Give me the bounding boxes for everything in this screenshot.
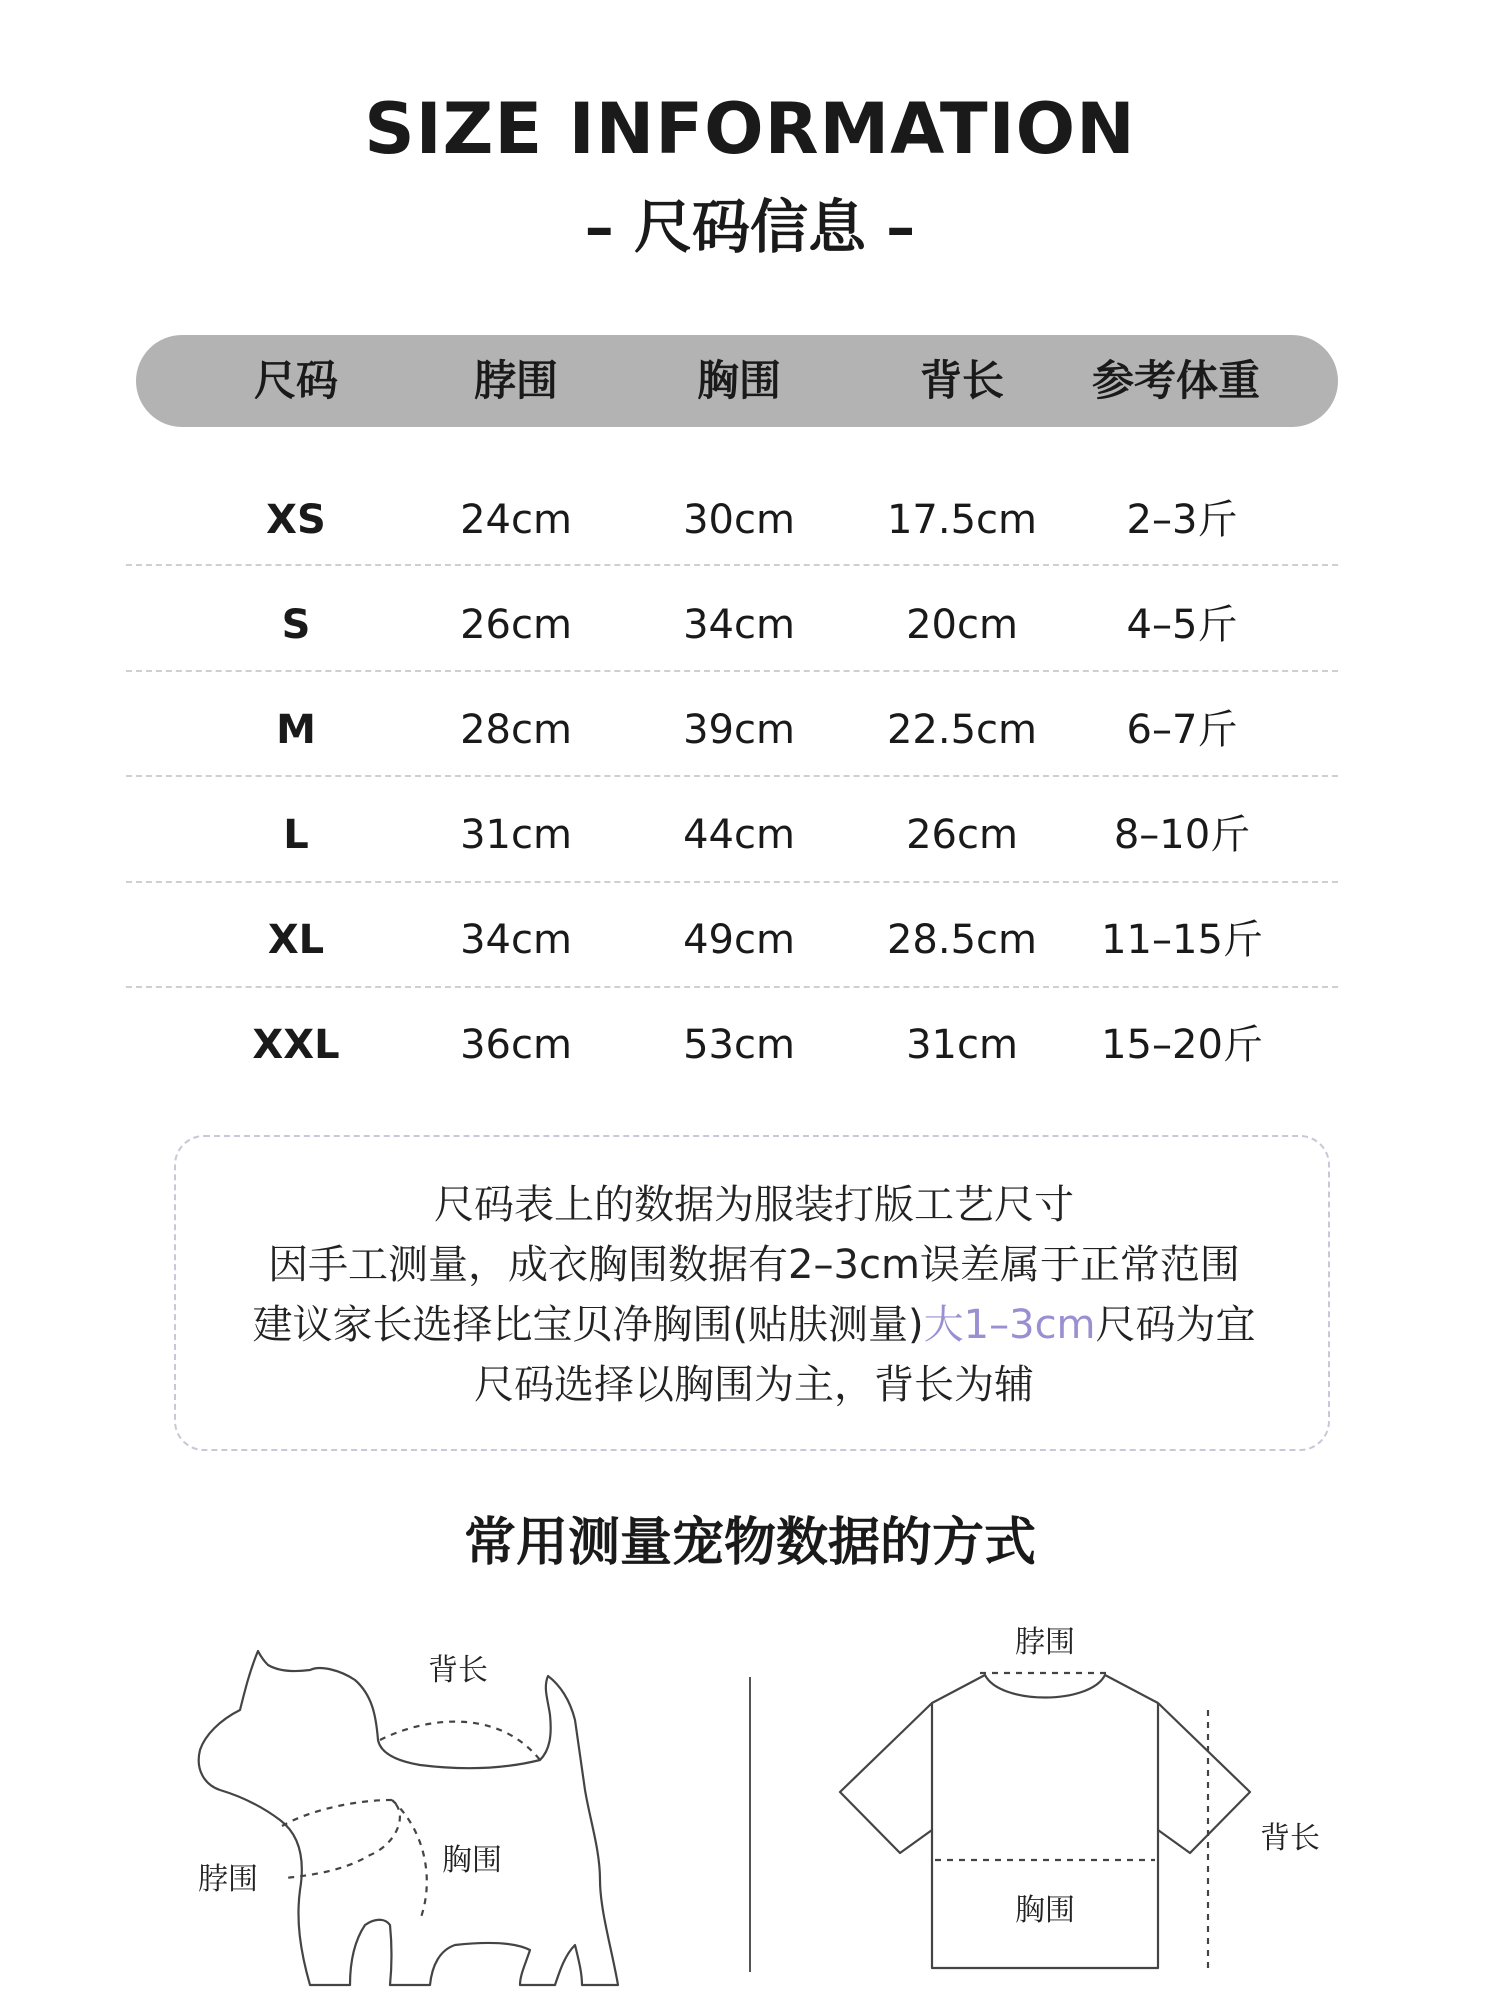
table-row bbox=[126, 783, 1338, 888]
row-divider bbox=[126, 564, 1338, 566]
size-note-box bbox=[174, 1135, 1330, 1451]
note-line-3-text: 建议家长选择比宝贝净胸围(贴肤测量) bbox=[252, 1302, 924, 1348]
chest-cell: 34cm bbox=[683, 602, 795, 648]
row-divider bbox=[126, 670, 1338, 672]
back-cell: 22.5cm bbox=[886, 707, 1038, 753]
neck-cell: 26cm bbox=[460, 602, 572, 648]
note-highlight: 大1–3cm bbox=[923, 1302, 1096, 1348]
weight-cell: 2–3斤 bbox=[1126, 497, 1238, 543]
row-divider bbox=[126, 775, 1338, 777]
size-cell: L bbox=[283, 812, 309, 858]
back-cell: 20cm bbox=[906, 602, 1018, 648]
note-line-4: 尺码选择以胸围为主，背长为辅 bbox=[474, 1362, 1034, 1408]
chest-cell: 53cm bbox=[683, 1022, 795, 1068]
neck-cell: 28cm bbox=[460, 707, 572, 753]
table-row bbox=[126, 678, 1338, 783]
chest-cell: 39cm bbox=[683, 707, 795, 753]
column-header-size: 尺码 bbox=[253, 356, 338, 405]
weight-cell: 4–5斤 bbox=[1126, 602, 1238, 648]
neck-cell: 36cm bbox=[460, 1022, 572, 1068]
neck-cell: 34cm bbox=[460, 917, 572, 963]
size-cell: S bbox=[281, 602, 311, 648]
table-row bbox=[126, 993, 1338, 1098]
back-cell: 26cm bbox=[906, 812, 1018, 858]
note-line-3-suffix: 尺码为宜 bbox=[1095, 1302, 1256, 1348]
chest-cell: 44cm bbox=[683, 812, 795, 858]
weight-cell: 8–10斤 bbox=[1113, 812, 1251, 858]
size-cell: XL bbox=[267, 917, 325, 963]
table-row bbox=[126, 573, 1338, 678]
page-title-en: SIZE INFORMATION bbox=[364, 88, 1136, 170]
shirt-back-label: 背长 bbox=[1260, 1821, 1320, 1856]
note-line-2: 因手工测量，成衣胸围数据有2–3cm误差属于正常范围 bbox=[268, 1242, 1240, 1288]
shirt-neck-label: 脖围 bbox=[1015, 1625, 1075, 1660]
table-row bbox=[126, 888, 1338, 993]
weight-cell: 6–7斤 bbox=[1126, 707, 1238, 753]
table-row bbox=[126, 468, 1338, 573]
row-divider bbox=[126, 881, 1338, 883]
page-title-cn: – 尺码信息 – bbox=[584, 193, 916, 261]
chest-cell: 30cm bbox=[683, 497, 795, 543]
size-cell: XXL bbox=[252, 1022, 340, 1068]
row-divider bbox=[126, 986, 1338, 988]
neck-cell: 24cm bbox=[460, 497, 572, 543]
note-line-3 bbox=[176, 1293, 1332, 1350]
weight-cell: 15–20斤 bbox=[1101, 1022, 1263, 1068]
note-line-1: 尺码表上的数据为服装打版工艺尺寸 bbox=[434, 1182, 1074, 1228]
back-cell: 17.5cm bbox=[886, 497, 1038, 543]
dog-chest-label: 胸围 bbox=[442, 1843, 502, 1878]
dog-back-label: 背长 bbox=[428, 1653, 488, 1688]
neck-cell: 31cm bbox=[460, 812, 572, 858]
measure-title: 常用测量宠物数据的方式 bbox=[463, 1513, 1036, 1573]
size-cell: M bbox=[276, 707, 316, 753]
chest-cell: 49cm bbox=[683, 917, 795, 963]
back-cell: 28.5cm bbox=[886, 917, 1038, 963]
column-header-neck: 脖围 bbox=[473, 356, 558, 405]
back-cell: 31cm bbox=[906, 1022, 1018, 1068]
column-header-chest: 胸围 bbox=[696, 356, 781, 405]
measurement-diagram bbox=[0, 1600, 1500, 2000]
column-header-back: 背长 bbox=[919, 356, 1004, 405]
column-header-weight: 参考体重 bbox=[1091, 356, 1260, 405]
shirt-chest-label: 胸围 bbox=[1015, 1893, 1075, 1928]
size-cell: XS bbox=[266, 497, 326, 543]
weight-cell: 11–15斤 bbox=[1101, 917, 1263, 963]
table-header bbox=[136, 335, 1338, 427]
dog-neck-label: 脖围 bbox=[198, 1862, 258, 1897]
dog-measure-lines bbox=[282, 1722, 540, 1920]
